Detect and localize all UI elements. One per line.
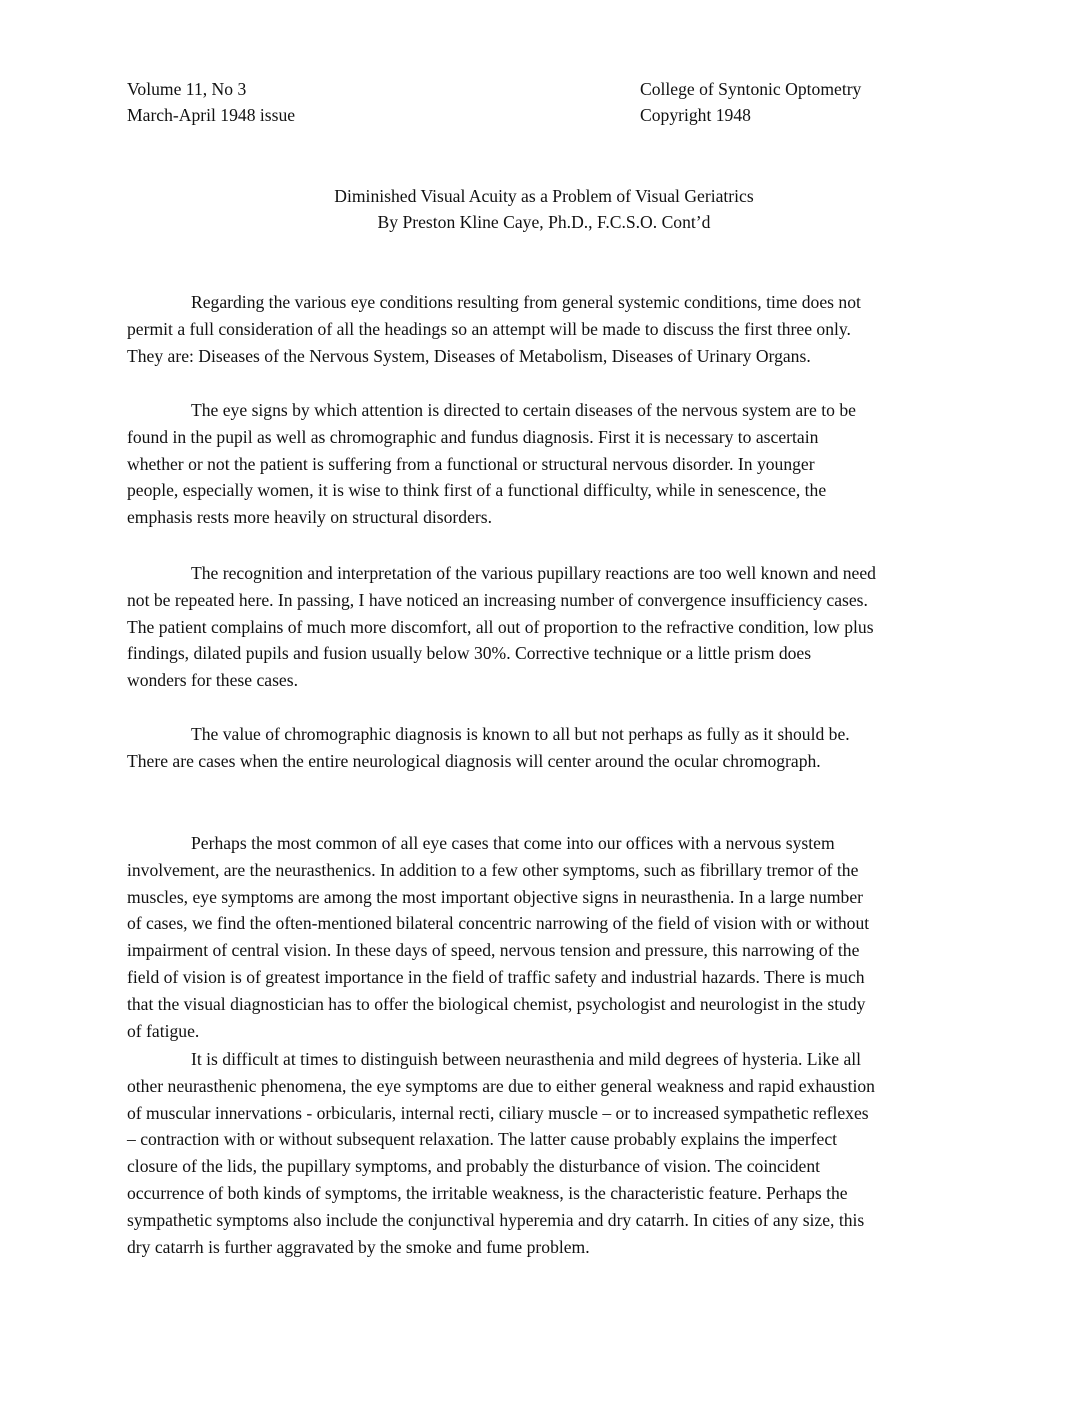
text-line: They are: Diseases of the Nervous System, Diseases of Metabolism, Diseases of Urinary Organs. [127,345,811,366]
body-paragraph [127,1046,987,1260]
text-line: found in the pupil as well as chromographic and fundus diagnosis. First it is necessary to ascertain [127,426,819,447]
text-line: It is difficult at times to distinguish between neurasthenia and mild degrees of hysteria. Like all [191,1049,862,1069]
text-line: closure of the lids, the pupillary symptoms, and probably the disturbance of vision. The coincident [127,1156,821,1177]
text-line: other neurasthenic phenomena, the eye symptoms are due to either general weakness and rapid exhaustion [127,1075,875,1096]
body-paragraph [127,721,987,775]
article-heading [0,183,1088,235]
text-line: findings, dilated pupils and fusion usually below 30%. Corrective technique or a little prism does [127,643,812,664]
text-line: emphasis rests more heavily on structural disorders. [127,507,492,528]
text-line: Perhaps the most common of all eye cases that come into our offices with a nervous system [191,833,835,853]
text-line: of cases, we find the often-mentioned bilateral concentric narrowing of the field of vision with or without [127,913,870,934]
text-line: Regarding the various eye conditions resulting from general systemic conditions, time does not [191,292,861,312]
text-line: people, especially women, it is wise to think first of a functional difficulty, while in senescence, the [127,480,827,501]
text-line: field of vision is of greatest importance in the field of traffic safety and industrial hazards. There is much [127,966,865,987]
header-left [127,76,295,128]
text-line: occurrence of both kinds of symptoms, the irritable weakness, is the characteristic feature. Perhaps the [127,1182,848,1203]
text-line: The patient complains of much more discomfort, all out of proportion to the refractive condition, low plus [127,616,874,637]
issue-date: March-April 1948 issue [127,105,296,125]
text-line: sympathetic symptoms also include the conjunctival hyperemia and dry catarrh. In cities of any size, this [127,1209,865,1230]
text-line: of muscular innervations - orbicularis, internal recti, ciliary muscle – or to increased sympathetic reflexes [127,1102,869,1123]
text-line: whether or not the patient is suffering from a functional or structural nervous disorder. In younger [127,453,815,474]
text-line: wonders for these cases. [127,670,298,691]
text-line: – contraction with or without subsequent relaxation. The latter cause probably explains the imperfect [127,1129,838,1150]
volume-number: Volume 11, No 3 [127,79,247,99]
text-line: impairment of central vision. In these days of speed, nervous tension and pressure, this narrowing of the [127,940,860,961]
copyright-notice: Copyright 1948 [640,105,751,125]
text-line: involvement, are the neurasthenics. In addition to a few other symptoms, such as fibrillary tremor of the [127,859,859,880]
text-line: of fatigue. [127,1020,200,1041]
body-paragraph [127,830,987,1044]
header-right [640,76,861,128]
publisher-name: College of Syntonic Optometry [640,79,862,99]
text-line: that the visual diagnostician has to offer the biological chemist, psychologist and neurologist in the study [127,993,866,1014]
article-title: Diminished Visual Acuity as a Problem of Visual Geriatrics [334,186,754,206]
text-line: not be repeated here. In passing, I have noticed an increasing number of convergence insufficiency cases. [127,589,868,610]
text-line: The recognition and interpretation of the various pupillary reactions are too well known and need [191,563,876,583]
body-paragraph [127,397,987,531]
text-line: muscles, eye symptoms are among the most important objective signs in neurasthenia. In a large number [127,886,863,907]
text-line: The value of chromographic diagnosis is known to all but not perhaps as fully as it should be. [191,724,850,744]
article-byline: By Preston Kline Caye, Ph.D., F.C.S.O. Cont’d [377,212,711,232]
text-line: The eye signs by which attention is directed to certain diseases of the nervous system are to be [191,400,856,420]
text-line: dry catarrh is further aggravated by the smoke and fume problem. [127,1236,590,1257]
text-line: There are cases when the entire neurological diagnosis will center around the ocular chromograph. [127,750,821,771]
body-paragraph [127,560,987,694]
body-paragraph [127,289,987,369]
text-line: permit a full consideration of all the headings so an attempt will be made to discuss the first three only. [127,318,851,339]
